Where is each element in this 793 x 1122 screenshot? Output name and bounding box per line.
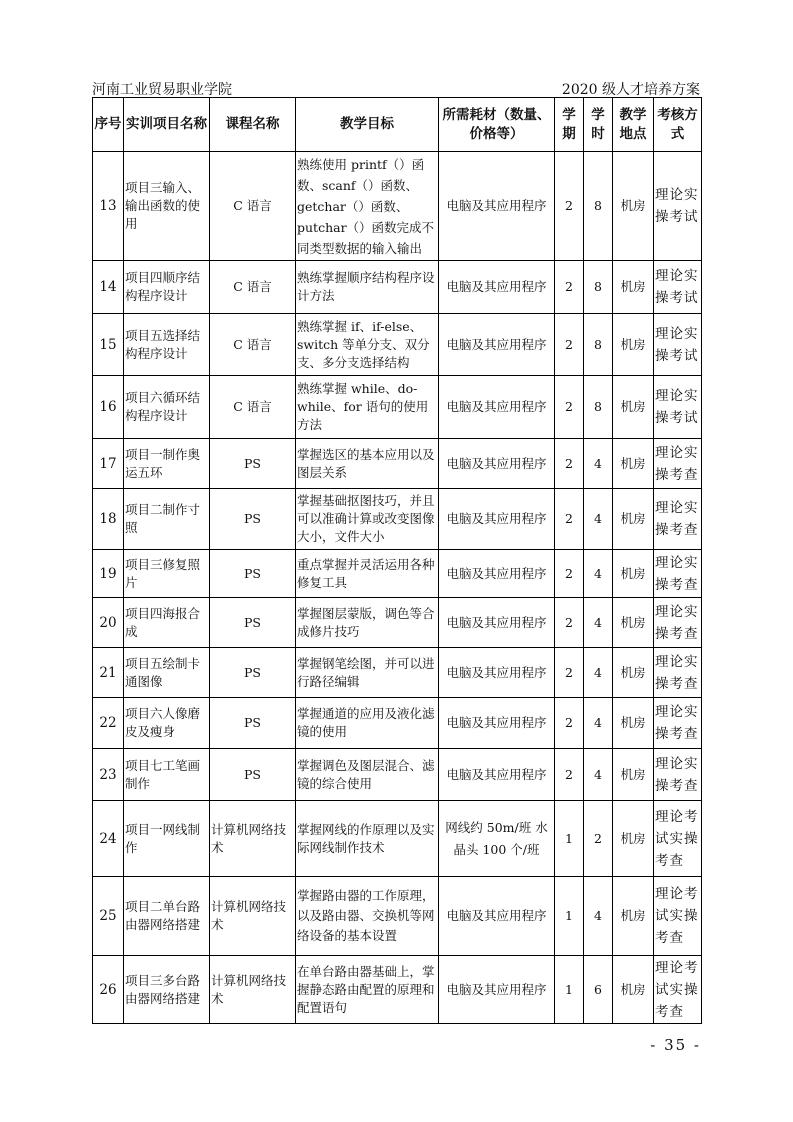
cell-materials: 电脑及其应用程序 <box>439 489 555 550</box>
cell-hours: 8 <box>584 376 613 439</box>
cell-materials: 电脑及其应用程序 <box>439 648 555 698</box>
cell-materials: 电脑及其应用程序 <box>439 550 555 598</box>
cell-assess: 理论实操考查 <box>654 698 702 749</box>
cell-project: 项目四海报合成 <box>124 598 210 648</box>
cell-project: 项目三多台路由器网络搭建 <box>124 956 210 1024</box>
cell-course: C 语言 <box>210 314 296 376</box>
cell-course: C 语言 <box>210 376 296 439</box>
cell-hours: 4 <box>584 698 613 749</box>
cell-term: 2 <box>555 698 584 749</box>
cell-project: 项目七工笔画制作 <box>124 749 210 801</box>
header-plan-title: 2020 级人才培养方案 <box>561 82 700 98</box>
header-institution: 河南工业贸易职业学院 <box>92 82 232 98</box>
cell-project: 项目五绘制卡通图像 <box>124 648 210 698</box>
table-row <box>93 376 702 439</box>
cell-place: 机房 <box>613 439 654 489</box>
cell-hours: 2 <box>584 801 613 877</box>
table-row <box>93 152 702 261</box>
cell-course: PS <box>210 749 296 801</box>
cell-project: 项目五选择结构程序设计 <box>124 314 210 376</box>
cell-project: 项目二制作寸照 <box>124 489 210 550</box>
cell-term: 1 <box>555 877 584 956</box>
cell-goal: 重点掌握并灵活运用各种修复工具 <box>296 550 439 598</box>
cell-term: 2 <box>555 314 584 376</box>
cell-materials: 网线约 50m/班 水晶头 100 个/班 <box>439 801 555 877</box>
cell-materials: 电脑及其应用程序 <box>439 314 555 376</box>
cell-materials: 电脑及其应用程序 <box>439 376 555 439</box>
cell-hours: 4 <box>584 439 613 489</box>
cell-term: 2 <box>555 376 584 439</box>
table-row <box>93 698 702 749</box>
cell-assess: 理论考试实操考查 <box>654 956 702 1024</box>
cell-place: 机房 <box>613 314 654 376</box>
cell-no: 22 <box>93 698 124 749</box>
cell-no: 17 <box>93 439 124 489</box>
cell-goal: 掌握基础抠图技巧，并且可以准确计算或改变图像大小，文件大小 <box>296 489 439 550</box>
cell-goal: 掌握调色及图层混合、滤镜的综合使用 <box>296 749 439 801</box>
cell-term: 2 <box>555 550 584 598</box>
cell-goal: 掌握路由器的工作原理，以及路由器、交换机等网络设备的基本设置 <box>296 877 439 956</box>
cell-place: 机房 <box>613 956 654 1024</box>
cell-term: 2 <box>555 749 584 801</box>
cell-no: 15 <box>93 314 124 376</box>
cell-assess: 理论考试实操考查 <box>654 801 702 877</box>
cell-term: 1 <box>555 956 584 1024</box>
table-row <box>93 598 702 648</box>
table-row <box>93 550 702 598</box>
cell-no: 18 <box>93 489 124 550</box>
col-header-term: 学期 <box>555 98 584 152</box>
cell-hours: 4 <box>584 749 613 801</box>
cell-course: PS <box>210 489 296 550</box>
cell-place: 机房 <box>613 877 654 956</box>
table-row <box>93 749 702 801</box>
cell-course: C 语言 <box>210 152 296 261</box>
col-header-goal: 教学目标 <box>296 98 439 152</box>
cell-place: 机房 <box>613 749 654 801</box>
cell-project: 项目三修复照片 <box>124 550 210 598</box>
cell-project: 项目六循环结构程序设计 <box>124 376 210 439</box>
cell-course: PS <box>210 550 296 598</box>
page-number: - 35 - <box>650 1036 701 1054</box>
cell-hours: 4 <box>584 550 613 598</box>
col-header-place: 教学地点 <box>613 98 654 152</box>
cell-goal: 熟练掌握 while、do-while、for 语句的使用方法 <box>296 376 439 439</box>
cell-goal: 掌握图层蒙版，调色等合成修片技巧 <box>296 598 439 648</box>
cell-assess: 理论实操考试 <box>654 376 702 439</box>
cell-assess: 理论实操考查 <box>654 749 702 801</box>
cell-materials: 电脑及其应用程序 <box>439 956 555 1024</box>
cell-term: 2 <box>555 152 584 261</box>
cell-no: 14 <box>93 261 124 314</box>
cell-place: 机房 <box>613 376 654 439</box>
cell-course: PS <box>210 698 296 749</box>
cell-place: 机房 <box>613 550 654 598</box>
table-row <box>93 877 702 956</box>
cell-course: 计算机网络技术 <box>210 956 296 1024</box>
cell-project: 项目四顺序结构程序设计 <box>124 261 210 314</box>
cell-place: 机房 <box>613 261 654 314</box>
cell-no: 26 <box>93 956 124 1024</box>
cell-goal: 在单台路由器基础上，掌握静态路由配置的原理和配置语句 <box>296 956 439 1024</box>
table-row <box>93 261 702 314</box>
cell-course: PS <box>210 648 296 698</box>
cell-hours: 4 <box>584 877 613 956</box>
cell-assess: 理论实操考试 <box>654 261 702 314</box>
training-projects-table <box>92 97 702 1024</box>
col-header-assess: 考核方式 <box>654 98 702 152</box>
cell-project: 项目六人像磨皮及瘦身 <box>124 698 210 749</box>
cell-goal: 掌握网线的作原理以及实际网线制作技术 <box>296 801 439 877</box>
cell-materials: 电脑及其应用程序 <box>439 261 555 314</box>
cell-assess: 理论实操考试 <box>654 314 702 376</box>
cell-project: 项目一制作奥运五环 <box>124 439 210 489</box>
cell-no: 16 <box>93 376 124 439</box>
cell-assess: 理论实操考查 <box>654 489 702 550</box>
cell-no: 19 <box>93 550 124 598</box>
cell-assess: 理论考试实操考查 <box>654 877 702 956</box>
cell-hours: 8 <box>584 152 613 261</box>
cell-course: C 语言 <box>210 261 296 314</box>
cell-no: 25 <box>93 877 124 956</box>
cell-assess: 理论实操考查 <box>654 598 702 648</box>
cell-goal: 熟练掌握顺序结构程序设计方法 <box>296 261 439 314</box>
col-header-project: 实训项目名称 <box>124 98 210 152</box>
col-header-no: 序号 <box>93 98 124 152</box>
cell-project: 项目一网线制作 <box>124 801 210 877</box>
table-row <box>93 439 702 489</box>
cell-term: 1 <box>555 801 584 877</box>
cell-hours: 4 <box>584 598 613 648</box>
cell-term: 2 <box>555 489 584 550</box>
table-row <box>93 314 702 376</box>
cell-assess: 理论实操考查 <box>654 550 702 598</box>
table-row <box>93 956 702 1024</box>
cell-assess: 理论实操考查 <box>654 439 702 489</box>
cell-materials: 电脑及其应用程序 <box>439 877 555 956</box>
cell-hours: 8 <box>584 314 613 376</box>
cell-hours: 8 <box>584 261 613 314</box>
cell-goal: 熟练使用 printf（）函数、scanf（）函数、getchar（）函数、putchar（）函数完成不同类型数据的输入输出 <box>296 152 439 261</box>
cell-term: 2 <box>555 261 584 314</box>
cell-assess: 理论实操考试 <box>654 152 702 261</box>
table-row <box>93 489 702 550</box>
cell-term: 2 <box>555 439 584 489</box>
cell-course: 计算机网络技术 <box>210 801 296 877</box>
cell-no: 23 <box>93 749 124 801</box>
cell-place: 机房 <box>613 598 654 648</box>
cell-place: 机房 <box>613 489 654 550</box>
cell-project: 项目二单台路由器网络搭建 <box>124 877 210 956</box>
col-header-materials: 所需耗材（数量、价格等） <box>439 98 555 152</box>
cell-goal: 掌握通道的应用及液化滤镜的使用 <box>296 698 439 749</box>
cell-hours: 6 <box>584 956 613 1024</box>
cell-place: 机房 <box>613 152 654 261</box>
cell-term: 2 <box>555 598 584 648</box>
cell-assess: 理论实操考查 <box>654 648 702 698</box>
cell-no: 21 <box>93 648 124 698</box>
col-header-hours: 学时 <box>584 98 613 152</box>
table-header-row <box>93 98 702 152</box>
col-header-course: 课程名称 <box>210 98 296 152</box>
cell-no: 24 <box>93 801 124 877</box>
cell-term: 2 <box>555 648 584 698</box>
cell-no: 20 <box>93 598 124 648</box>
cell-hours: 4 <box>584 648 613 698</box>
cell-no: 13 <box>93 152 124 261</box>
cell-course: PS <box>210 598 296 648</box>
table-row <box>93 648 702 698</box>
cell-course: 计算机网络技术 <box>210 877 296 956</box>
table-row <box>93 801 702 877</box>
cell-goal: 掌握选区的基本应用以及图层关系 <box>296 439 439 489</box>
cell-course: PS <box>210 439 296 489</box>
cell-materials: 电脑及其应用程序 <box>439 749 555 801</box>
cell-place: 机房 <box>613 698 654 749</box>
cell-place: 机房 <box>613 648 654 698</box>
cell-materials: 电脑及其应用程序 <box>439 598 555 648</box>
cell-project: 项目三输入、输出函数的使用 <box>124 152 210 261</box>
cell-hours: 4 <box>584 489 613 550</box>
cell-materials: 电脑及其应用程序 <box>439 698 555 749</box>
cell-goal: 熟练掌握 if、if-else、switch 等单分支、双分支、多分支选择结构 <box>296 314 439 376</box>
cell-place: 机房 <box>613 801 654 877</box>
cell-materials: 电脑及其应用程序 <box>439 439 555 489</box>
cell-goal: 掌握钢笔绘图，并可以进行路径编辑 <box>296 648 439 698</box>
cell-materials: 电脑及其应用程序 <box>439 152 555 261</box>
